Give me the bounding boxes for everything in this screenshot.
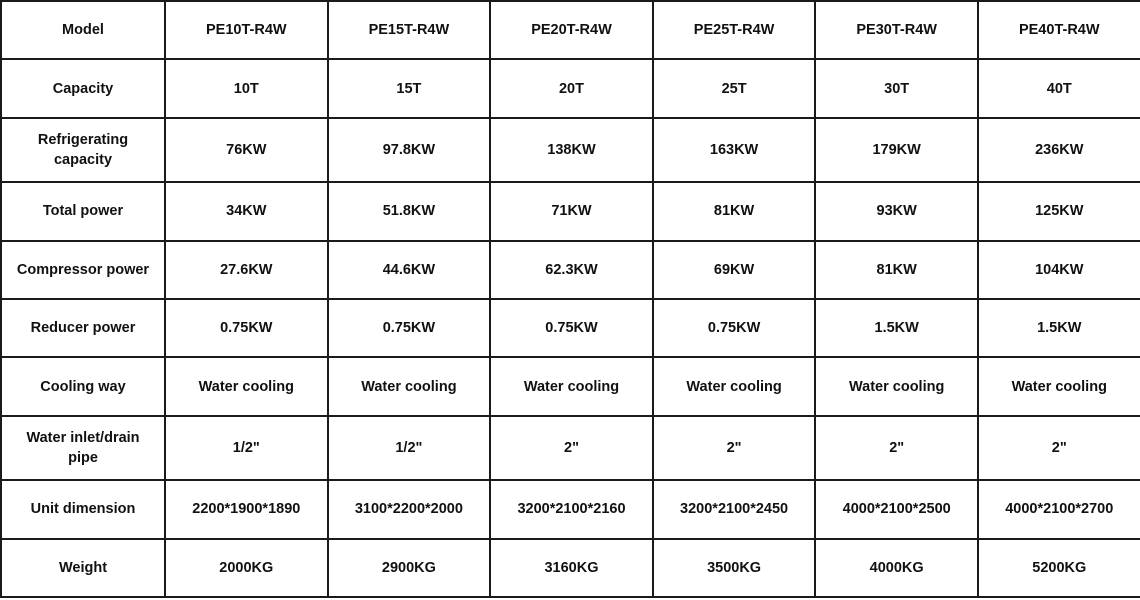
table-cell: Water cooling — [165, 357, 328, 415]
table-cell: 4000KG — [815, 539, 978, 597]
table-cell: 15T — [328, 59, 491, 117]
table-row-total-power — [1, 182, 1140, 240]
table-cell: 30T — [815, 59, 978, 117]
table-cell: Water cooling — [978, 357, 1140, 415]
row-label: Capacity — [1, 59, 165, 117]
header-cell-pe10t: PE10T-R4W — [165, 1, 328, 59]
table-cell: Water cooling — [815, 357, 978, 415]
table-cell: Water cooling — [328, 357, 491, 415]
table-cell: 179KW — [815, 118, 978, 182]
table-cell: 1.5KW — [815, 299, 978, 357]
table-cell: 1/2" — [165, 416, 328, 480]
table-cell: 76KW — [165, 118, 328, 182]
table-cell: 3100*2200*2000 — [328, 480, 491, 538]
table-cell: 2" — [978, 416, 1140, 480]
table-cell: 104KW — [978, 241, 1140, 299]
row-label: Reducer power — [1, 299, 165, 357]
header-cell-pe40t: PE40T-R4W — [978, 1, 1140, 59]
table-cell: 125KW — [978, 182, 1140, 240]
table-cell: 44.6KW — [328, 241, 491, 299]
table-cell: 3200*2100*2160 — [490, 480, 653, 538]
table-cell: 0.75KW — [328, 299, 491, 357]
table-cell: 2" — [653, 416, 816, 480]
table-cell: 34KW — [165, 182, 328, 240]
table-cell: 0.75KW — [653, 299, 816, 357]
row-label: Weight — [1, 539, 165, 597]
table-row-unit-dimension — [1, 480, 1140, 538]
table-cell: 0.75KW — [165, 299, 328, 357]
row-label: Refrigerating capacity — [1, 118, 165, 182]
table-row-water-pipe — [1, 416, 1140, 480]
header-cell-pe30t: PE30T-R4W — [815, 1, 978, 59]
header-row — [1, 1, 1140, 59]
table-cell: 0.75KW — [490, 299, 653, 357]
table-cell: 40T — [978, 59, 1140, 117]
table-row-reducer-power — [1, 299, 1140, 357]
header-cell-pe15t: PE15T-R4W — [328, 1, 491, 59]
row-label: Total power — [1, 182, 165, 240]
table-row-cooling-way — [1, 357, 1140, 415]
table-cell: 71KW — [490, 182, 653, 240]
table-cell: 4000*2100*2500 — [815, 480, 978, 538]
header-cell-model: Model — [1, 1, 165, 59]
table-cell: 1/2" — [328, 416, 491, 480]
table-cell: 1.5KW — [978, 299, 1140, 357]
table-cell: 97.8KW — [328, 118, 491, 182]
table-cell: 25T — [653, 59, 816, 117]
table-cell: Water cooling — [653, 357, 816, 415]
table-cell: 5200KG — [978, 539, 1140, 597]
table-row-weight — [1, 539, 1140, 597]
table-cell: 2" — [815, 416, 978, 480]
table-row-refrigerating-capacity — [1, 118, 1140, 182]
table-cell: 236KW — [978, 118, 1140, 182]
row-label: Cooling way — [1, 357, 165, 415]
table-cell: 163KW — [653, 118, 816, 182]
table-cell: 4000*2100*2700 — [978, 480, 1140, 538]
table-cell: 3160KG — [490, 539, 653, 597]
table-cell: 3500KG — [653, 539, 816, 597]
row-label: Water inlet/drain pipe — [1, 416, 165, 480]
table-row-compressor-power — [1, 241, 1140, 299]
table-cell: 3200*2100*2450 — [653, 480, 816, 538]
table-cell: 62.3KW — [490, 241, 653, 299]
header-cell-pe20t: PE20T-R4W — [490, 1, 653, 59]
table-cell: 69KW — [653, 241, 816, 299]
table-cell: 81KW — [653, 182, 816, 240]
table-cell: 27.6KW — [165, 241, 328, 299]
table-cell: 2200*1900*1890 — [165, 480, 328, 538]
row-label: Unit dimension — [1, 480, 165, 538]
header-cell-pe25t: PE25T-R4W — [653, 1, 816, 59]
table-cell: 2900KG — [328, 539, 491, 597]
table-cell: 51.8KW — [328, 182, 491, 240]
table-cell: 20T — [490, 59, 653, 117]
table-cell: 81KW — [815, 241, 978, 299]
table-cell: 93KW — [815, 182, 978, 240]
table-cell: 10T — [165, 59, 328, 117]
row-label: Compressor power — [1, 241, 165, 299]
table-cell: 2000KG — [165, 539, 328, 597]
table-row-capacity — [1, 59, 1140, 117]
table-cell: 138KW — [490, 118, 653, 182]
table-cell: 2" — [490, 416, 653, 480]
table-cell: Water cooling — [490, 357, 653, 415]
